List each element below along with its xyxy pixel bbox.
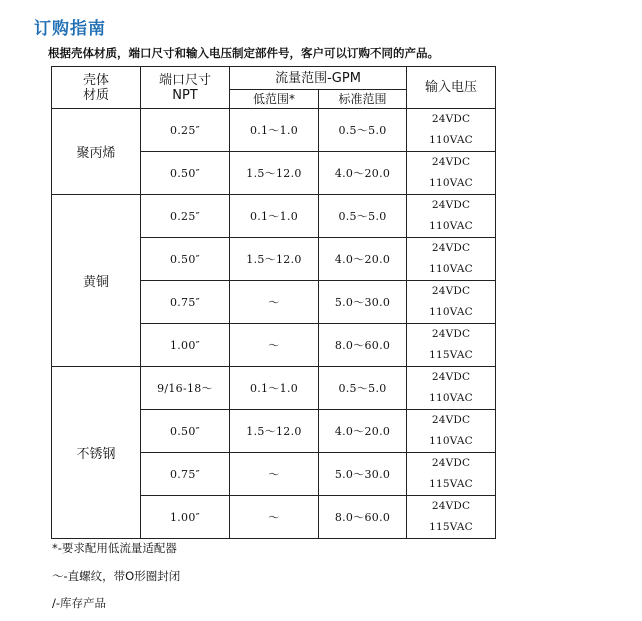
voltage-ac: 110VAC: [429, 220, 473, 232]
voltage-ac: 115VAC: [429, 521, 473, 533]
voltage-cell: [407, 152, 496, 195]
low-range-cell: ～: [230, 324, 319, 367]
voltage-dc: 24VDC: [431, 371, 471, 383]
low-range-cell: 0.1～1.0: [230, 109, 319, 152]
voltage-ac: 110VAC: [429, 435, 473, 447]
low-range-cell: 1.5～12.0: [230, 152, 319, 195]
voltage-cell: [407, 367, 496, 410]
low-range-cell: 1.5～12.0: [230, 410, 319, 453]
page-title: 订购指南: [34, 19, 106, 39]
footnote-straight-thread: ～-直螺纹，带O形圈封闭: [52, 569, 181, 583]
std-range-cell: 0.5～5.0: [319, 195, 407, 238]
low-range-cell: 1.5～12.0: [230, 238, 319, 281]
low-range-cell: 0.1～1.0: [230, 195, 319, 238]
voltage-cell: [407, 496, 496, 539]
voltage-dc: 24VDC: [431, 328, 471, 340]
port-size-cell: 1.00″: [141, 324, 230, 367]
header-std-range: 标准范围: [319, 90, 407, 109]
port-size-cell: 0.25″: [141, 109, 230, 152]
std-range-cell: 5.0～30.0: [319, 453, 407, 496]
port-size-cell: 1.00″: [141, 496, 230, 539]
header-port-size: 端口尺寸 NPT: [141, 67, 230, 109]
low-range-cell: ～: [230, 453, 319, 496]
low-range-cell: ～: [230, 496, 319, 539]
voltage-dc: 24VDC: [431, 199, 471, 211]
intro-text: 根据壳体材质，端口尺寸和输入电压制定部件号，客户可以订购不同的产品。: [48, 46, 439, 60]
voltage-dc: 24VDC: [431, 414, 471, 426]
voltage-ac: 110VAC: [429, 306, 473, 318]
voltage-cell: [407, 324, 496, 367]
table-row: [52, 367, 496, 410]
voltage-cell: [407, 281, 496, 324]
voltage-dc: 24VDC: [431, 457, 471, 469]
port-size-cell: 0.50″: [141, 238, 230, 281]
std-range-cell: 0.5～5.0: [319, 109, 407, 152]
voltage-dc: 24VDC: [431, 156, 471, 168]
footnote-low-flow-adapter: *-要求配用低流量适配器: [52, 541, 177, 555]
voltage-cell: [407, 195, 496, 238]
material-cell: 黄铜: [52, 195, 141, 367]
std-range-cell: 4.0～20.0: [319, 410, 407, 453]
std-range-cell: 8.0～60.0: [319, 324, 407, 367]
voltage-dc: 24VDC: [431, 242, 471, 254]
voltage-ac: 110VAC: [429, 392, 473, 404]
port-size-cell: 0.75″: [141, 281, 230, 324]
voltage-cell: [407, 453, 496, 496]
port-size-cell: 0.25″: [141, 195, 230, 238]
voltage-ac: 110VAC: [429, 263, 473, 275]
port-size-cell: 0.50″: [141, 152, 230, 195]
voltage-dc: 24VDC: [431, 113, 471, 125]
voltage-ac: 115VAC: [429, 349, 473, 361]
table-body: [52, 109, 496, 539]
header-voltage: 输入电压: [407, 67, 496, 109]
std-range-cell: 4.0～20.0: [319, 238, 407, 281]
voltage-dc: 24VDC: [431, 285, 471, 297]
material-cell: 不锈钢: [52, 367, 141, 539]
low-range-cell: 0.1～1.0: [230, 367, 319, 410]
material-cell: 聚丙烯: [52, 109, 141, 195]
header-material: 壳体 材质: [52, 67, 141, 109]
voltage-ac: 110VAC: [429, 134, 473, 146]
std-range-cell: 4.0～20.0: [319, 152, 407, 195]
voltage-cell: [407, 109, 496, 152]
voltage-cell: [407, 410, 496, 453]
table-row: [52, 195, 496, 238]
table-row: [52, 109, 496, 152]
port-size-cell: 9/16-18～: [141, 367, 230, 410]
std-range-cell: 8.0～60.0: [319, 496, 407, 539]
voltage-dc: 24VDC: [431, 500, 471, 512]
voltage-cell: [407, 238, 496, 281]
header-flow-range: 流量范围-GPM: [230, 67, 407, 90]
std-range-cell: 5.0～30.0: [319, 281, 407, 324]
port-size-cell: 0.75″: [141, 453, 230, 496]
voltage-ac: 115VAC: [429, 478, 473, 490]
low-range-cell: ～: [230, 281, 319, 324]
footnote-stock-item: /-库存产品: [52, 596, 107, 610]
port-size-cell: 0.50″: [141, 410, 230, 453]
ordering-table: [51, 66, 496, 539]
header-low-range: 低范围*: [230, 90, 319, 109]
std-range-cell: 0.5～5.0: [319, 367, 407, 410]
voltage-ac: 110VAC: [429, 177, 473, 189]
